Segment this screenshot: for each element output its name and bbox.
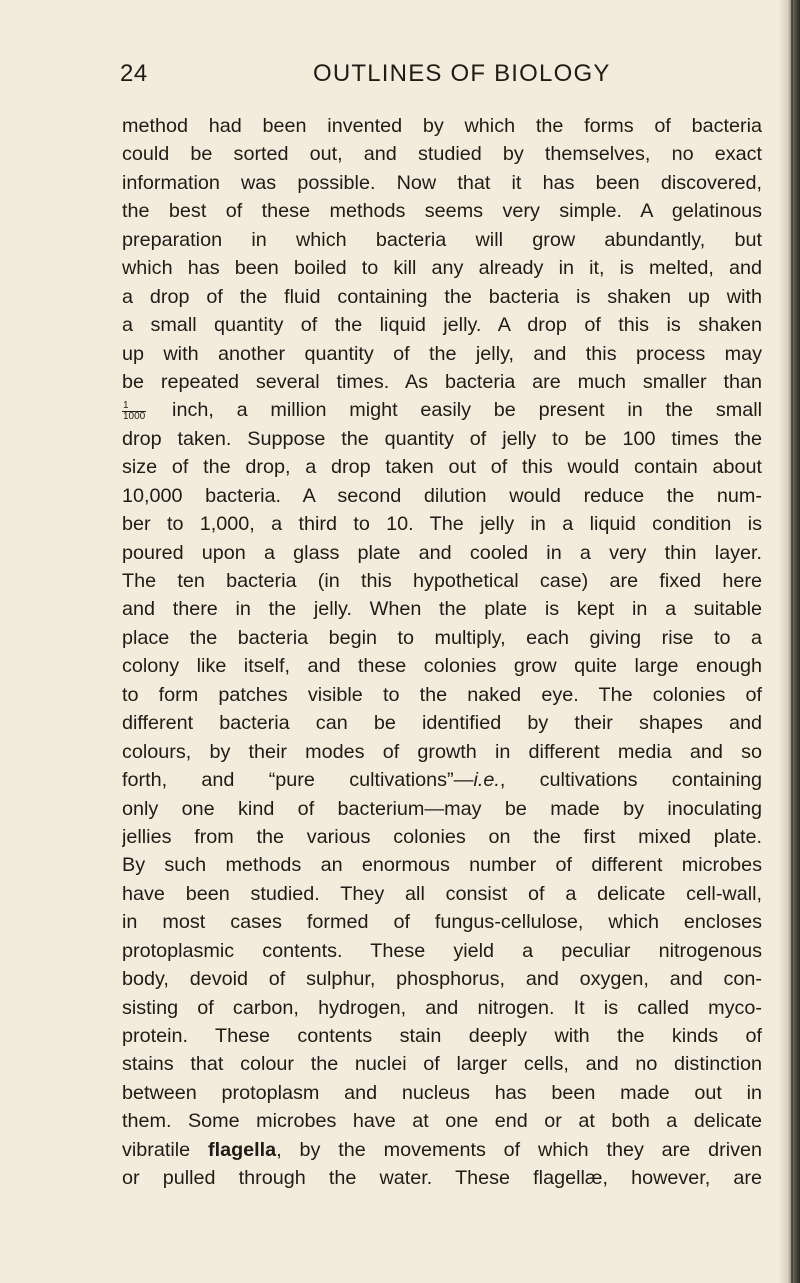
text-line: jellies from the various colonies on the first mixed plate. [122,825,762,848]
text-line: them. Some microbes have at one end or at both a delicate [122,1110,762,1133]
fraction-numerator: 1 [122,401,146,412]
text-line: have been studied. They all consist of a delicate cell-wall, [122,882,762,905]
page-edge-line [791,0,793,1283]
text-line: information was possible. Now that it has been discovered, [122,171,762,194]
text-line: could be sorted out, and studied by themselves, no exact [122,143,762,166]
text-line: to form patches visible to the naked eye. The colonies of [122,683,762,706]
text-line: between protoplasm and nucleus has been made out in [122,1081,762,1104]
text-line: By such methods an enormous number of different microbes [122,854,762,877]
text-line [122,766,762,794]
text-segment: vibratile [122,1138,209,1161]
text-line: method had been invented by which the forms of bacteria [122,115,762,137]
text-line: poured upon a glass plate and cooled in a very thin layer. [122,541,762,564]
text-line: body, devoid of sulphur, phosphorus, and oxygen, and con- [122,968,762,991]
running-title: OUTLINES OF BIOLOGY [313,60,611,87]
text-line: or pulled through the water. These flagellæ, however, are [122,1167,762,1190]
text-line: place the bacteria begin to multiply, each giving rise to a [122,626,762,649]
text-line-rest: inch, a million might easily be present in the small [172,399,762,422]
text-line: stains that colour the nuclei of larger cells, and no distinction [122,1053,762,1076]
text-line: 10,000 bacteria. A second dilution would reduce the num- [122,484,762,507]
text-line: colony like itself, and these colonies grow quite large enough [122,655,762,678]
text-segment: forth, and “pure cultivations”— [122,769,474,792]
bold-term: flagella [208,1138,277,1161]
text-line: protoplasmic contents. These yield a peculiar nitrogenous [122,939,762,962]
text-line: a small quantity of the liquid jelly. A drop of this is shaken [122,314,762,337]
text-line: drop taken. Suppose the quantity of jelly to be 100 times the [122,427,762,450]
text-line: and there in the jelly. When the plate is kept in a suitable [122,598,762,621]
fraction-denominator: 1000 [123,410,146,422]
body-text [122,112,762,1193]
text-line: which has been boiled to kill any already in it, is melted, and [122,257,762,280]
text-line: preparation in which bacteria will grow abundantly, but [122,228,762,251]
text-line: ber to 1,000, a third to 10. The jelly in a liquid condition is [122,513,762,536]
text-line-with-fraction [122,396,762,424]
italic-abbreviation: i.e. [473,769,500,792]
text-segment: , cultivations containing [499,769,762,792]
text-line: only one kind of bacterium—may be made by inoculating [122,797,762,820]
text-line: The ten bacteria (in this hypothetical case) are fixed here [122,570,762,592]
text-segment: , by the movements of which they are driven [276,1138,762,1161]
page-number: 24 [120,60,148,87]
text-line: a drop of the fluid containing the bacteria is shaken up with [122,285,762,308]
text-line: be repeated several times. As bacteria are much smaller than [122,370,762,393]
page-header [0,60,800,96]
text-line: size of the drop, a drop taken out of this would contain about [122,456,762,479]
fraction [122,401,146,422]
text-line [122,1136,762,1164]
text-line: in most cases formed of fungus-cellulose, which encloses [122,911,762,934]
page-edge-shadow [778,0,800,1283]
text-line: different bacteria can be identified by their shapes and [122,712,762,735]
text-line: protein. These contents stain deeply with the kinds of [122,1025,762,1047]
text-line: sisting of carbon, hydrogen, and nitrogen. It is called myco- [122,996,762,1019]
text-line: up with another quantity of the jelly, and this process may [122,342,762,365]
text-line: colours, by their modes of growth in different media and so [122,740,762,763]
text-line: the best of these methods seems very simple. A gelatinous [122,200,762,223]
